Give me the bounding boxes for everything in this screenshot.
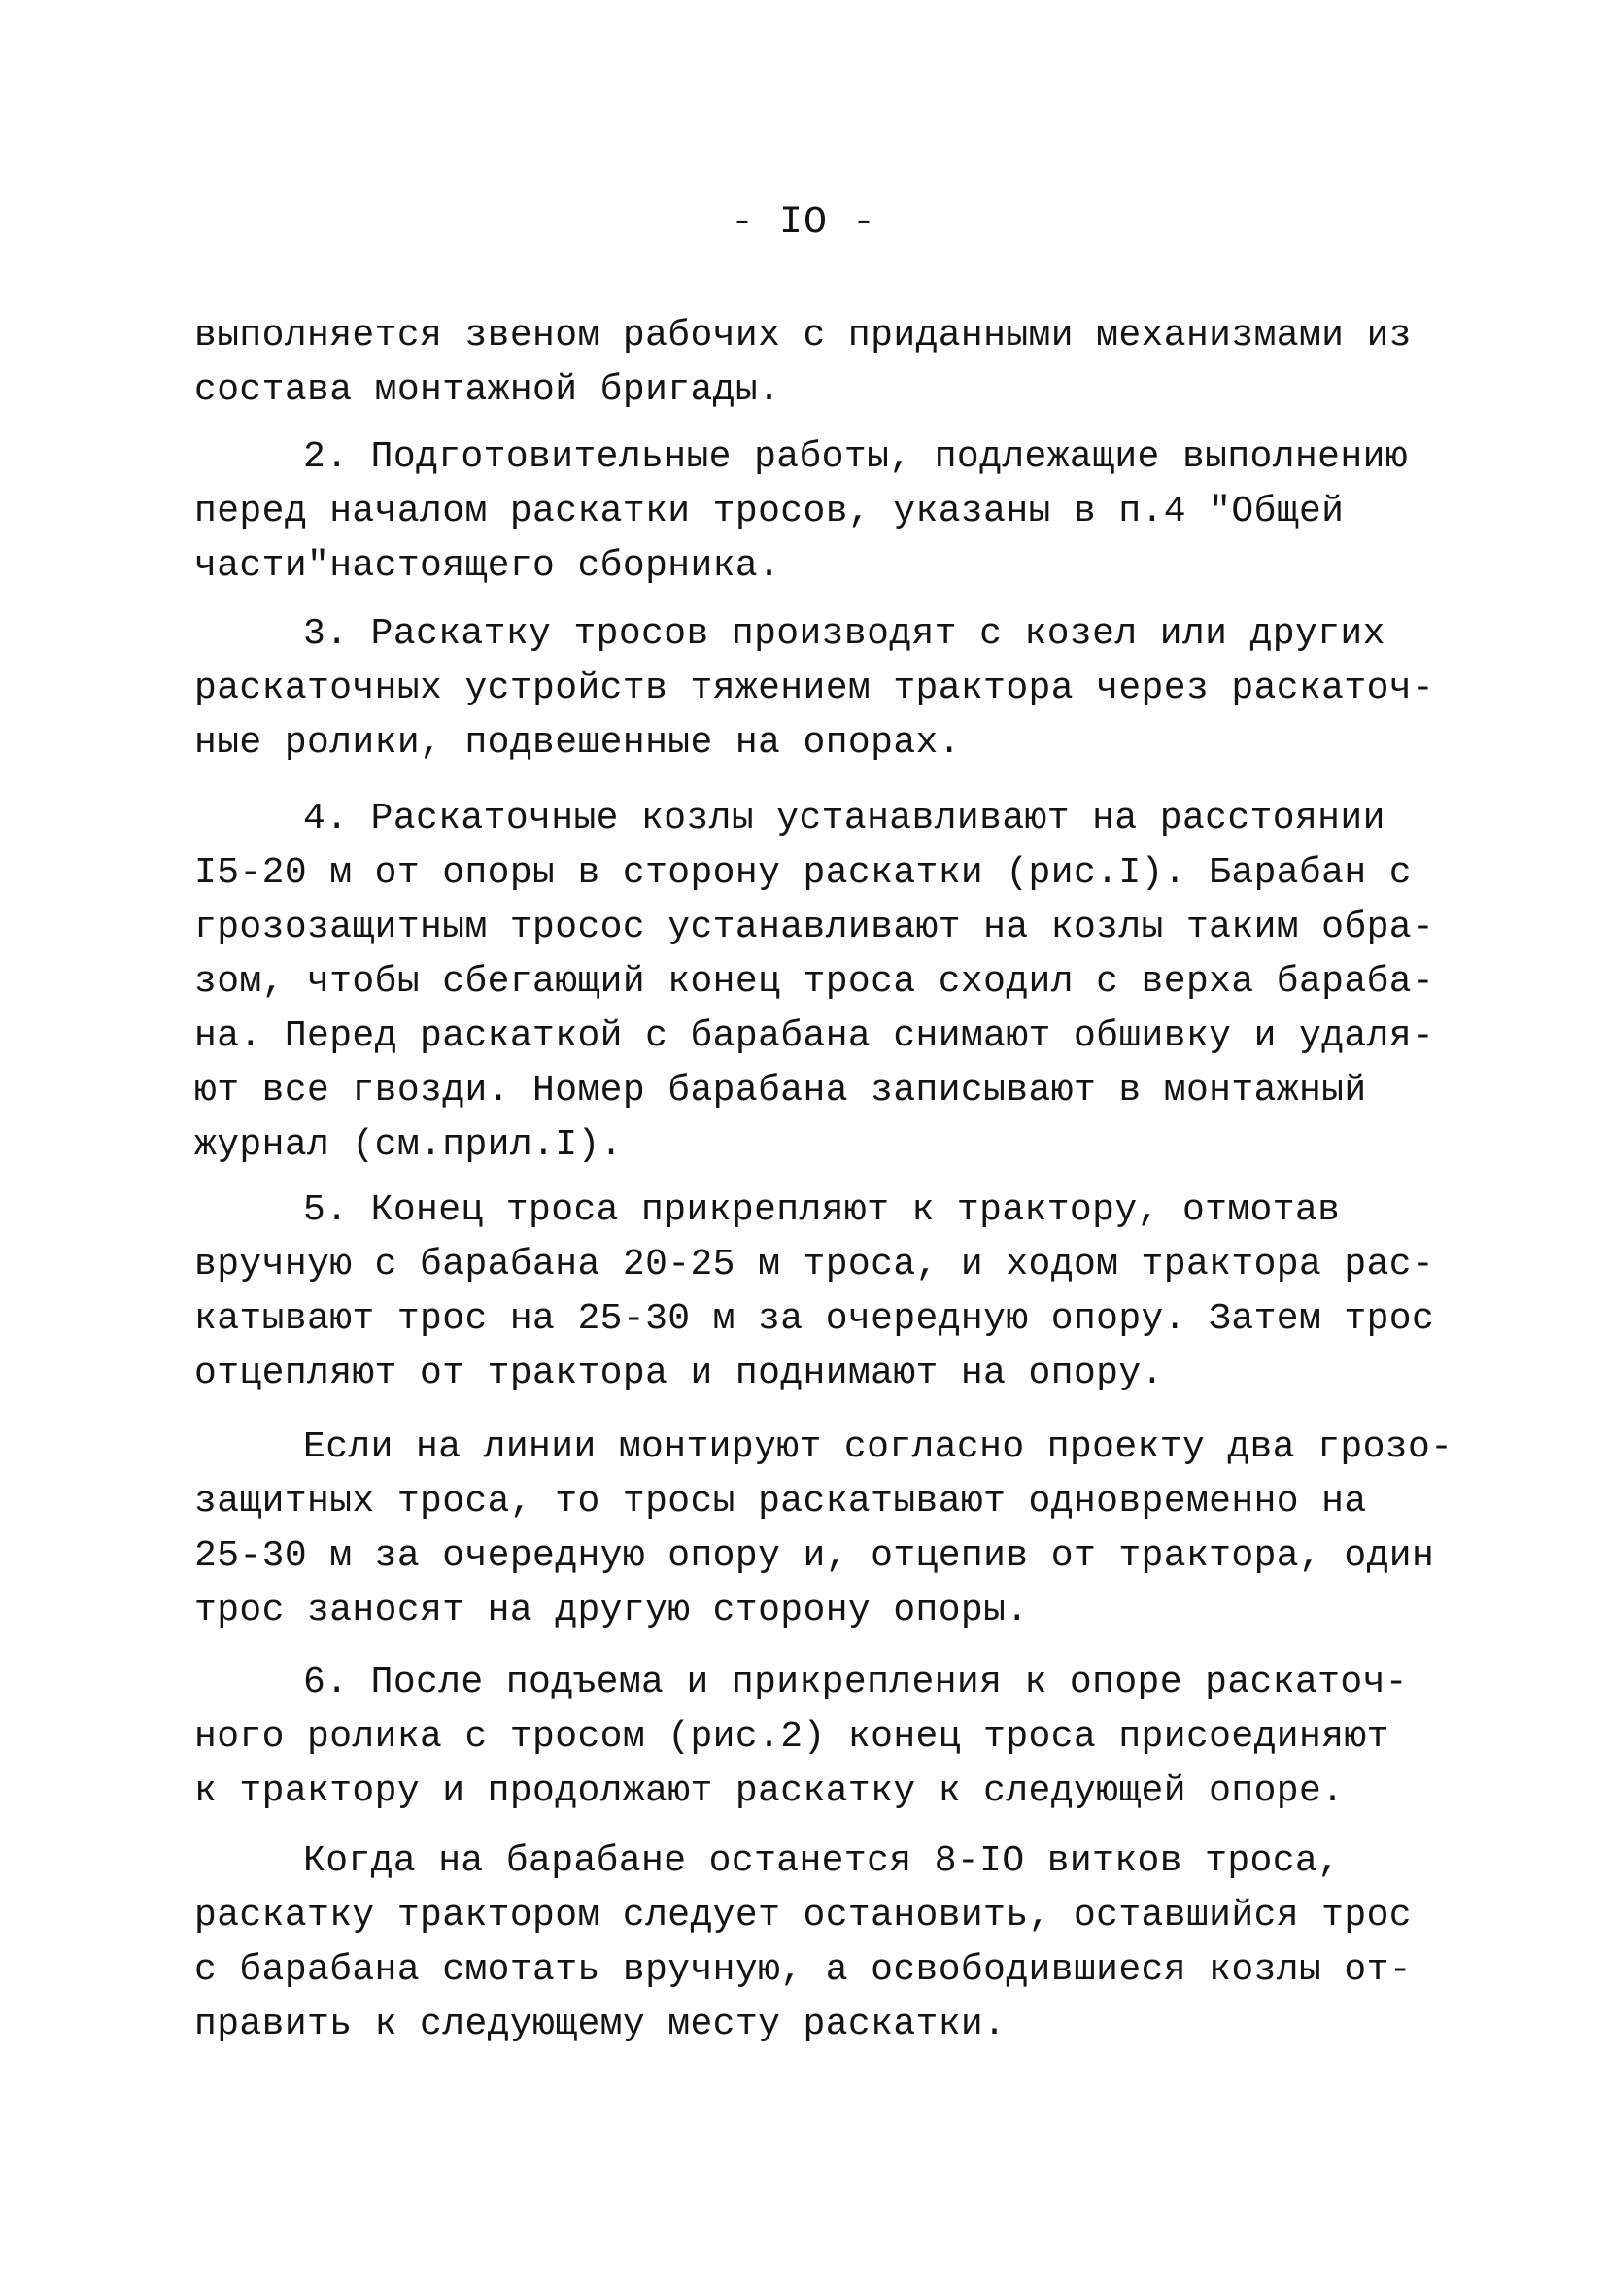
paragraph-7-line-2: ного ролика с тросом (рис.2) конец троса присоединяют [194,1716,1389,1758]
paragraph-4-line-4: зом, чтобы сбегающий конец троса сходил с верха бараба- [194,961,1435,1003]
paragraph-4-line-6: ют все гвозди. Номер барабана записывают в монтажный [194,1070,1367,1112]
paragraph-4-line-3: грозозащитным тросос устанавливают на козлы таким обра- [194,907,1435,948]
paragraph-3-line-2: раскаточных устройств тяжением трактора через раскаточ- [194,668,1435,709]
paragraph-6-line-3: 25-30 м за очередную опору и, отцепив от трактора, один [194,1535,1435,1577]
paragraph-2-line-3: части"настоящего сборника. [194,545,781,587]
paragraph-5-line-4: отцепляют от трактора и поднимают на опору. [194,1353,1164,1394]
paragraph-6-line-2: защитных троса, то тросы раскатывают одновременно на [194,1481,1367,1523]
paragraph-8-line-1: Когда на барабане останется 8-IO витков троса, [303,1840,1341,1882]
paragraph-2-line-1: 2. Подготовительные работы, подлежащие выполнению [303,436,1408,478]
paragraph-8-line-4: править к следующему месту раскатки. [194,2004,1007,2045]
paragraph-7-line-3: к трактору и продолжают раскатку к следующей опоре. [194,1770,1345,1812]
paragraph-5-line-1: 5. Конец троса прикрепляют к трактору, отмотав [303,1189,1341,1231]
paragraph-4-line-7: журнал (см.прил.I). [194,1124,623,1166]
paragraph-6-line-4: трос заносят на другую сторону опоры. [194,1590,1029,1631]
paragraph-4-line-5: на. Перед раскаткой с барабана снимают обшивку и удаля- [194,1015,1435,1057]
paragraph-8-line-2: раскатку трактором следует остановить, оставшийся трос [194,1895,1412,1936]
paragraph-2-line-2: перед началом раскатки тросов, указаны в п.4 "Общей [194,491,1345,532]
page-number: - IO - [730,201,877,245]
paragraph-4-line-1: 4. Раскаточные козлы устанавливают на расстоянии [303,798,1385,840]
paragraph-3-line-1: 3. Раскатку тросов производят с козел или других [303,613,1385,655]
paragraph-8-line-3: с барабана смотать вручную, а освободившиеся козлы от- [194,1949,1412,1991]
paragraph-5-line-3: катывают трос на 25-30 м за очередную опору. Затем трос [194,1298,1435,1340]
paragraph-1-line-1: выполняется звеном рабочих с приданными механизмами из [194,315,1412,357]
paragraph-1-line-2: состава монтажной бригады. [194,369,781,411]
paragraph-7-line-1: 6. После подъема и прикрепления к опоре раскаточ- [303,1662,1408,1703]
paragraph-3-line-3: ные ролики, подвешенные на опорах. [194,722,961,764]
paragraph-4-line-2: I5-20 м от опоры в сторону раскатки (рис.I). Барабан с [194,852,1412,894]
paragraph-6-line-1: Если на линии монтируют согласно проекту два грозо- [303,1426,1453,1468]
paragraph-5-line-2: вручную с барабана 20-25 м троса, и ходом трактора рас- [194,1244,1435,1285]
